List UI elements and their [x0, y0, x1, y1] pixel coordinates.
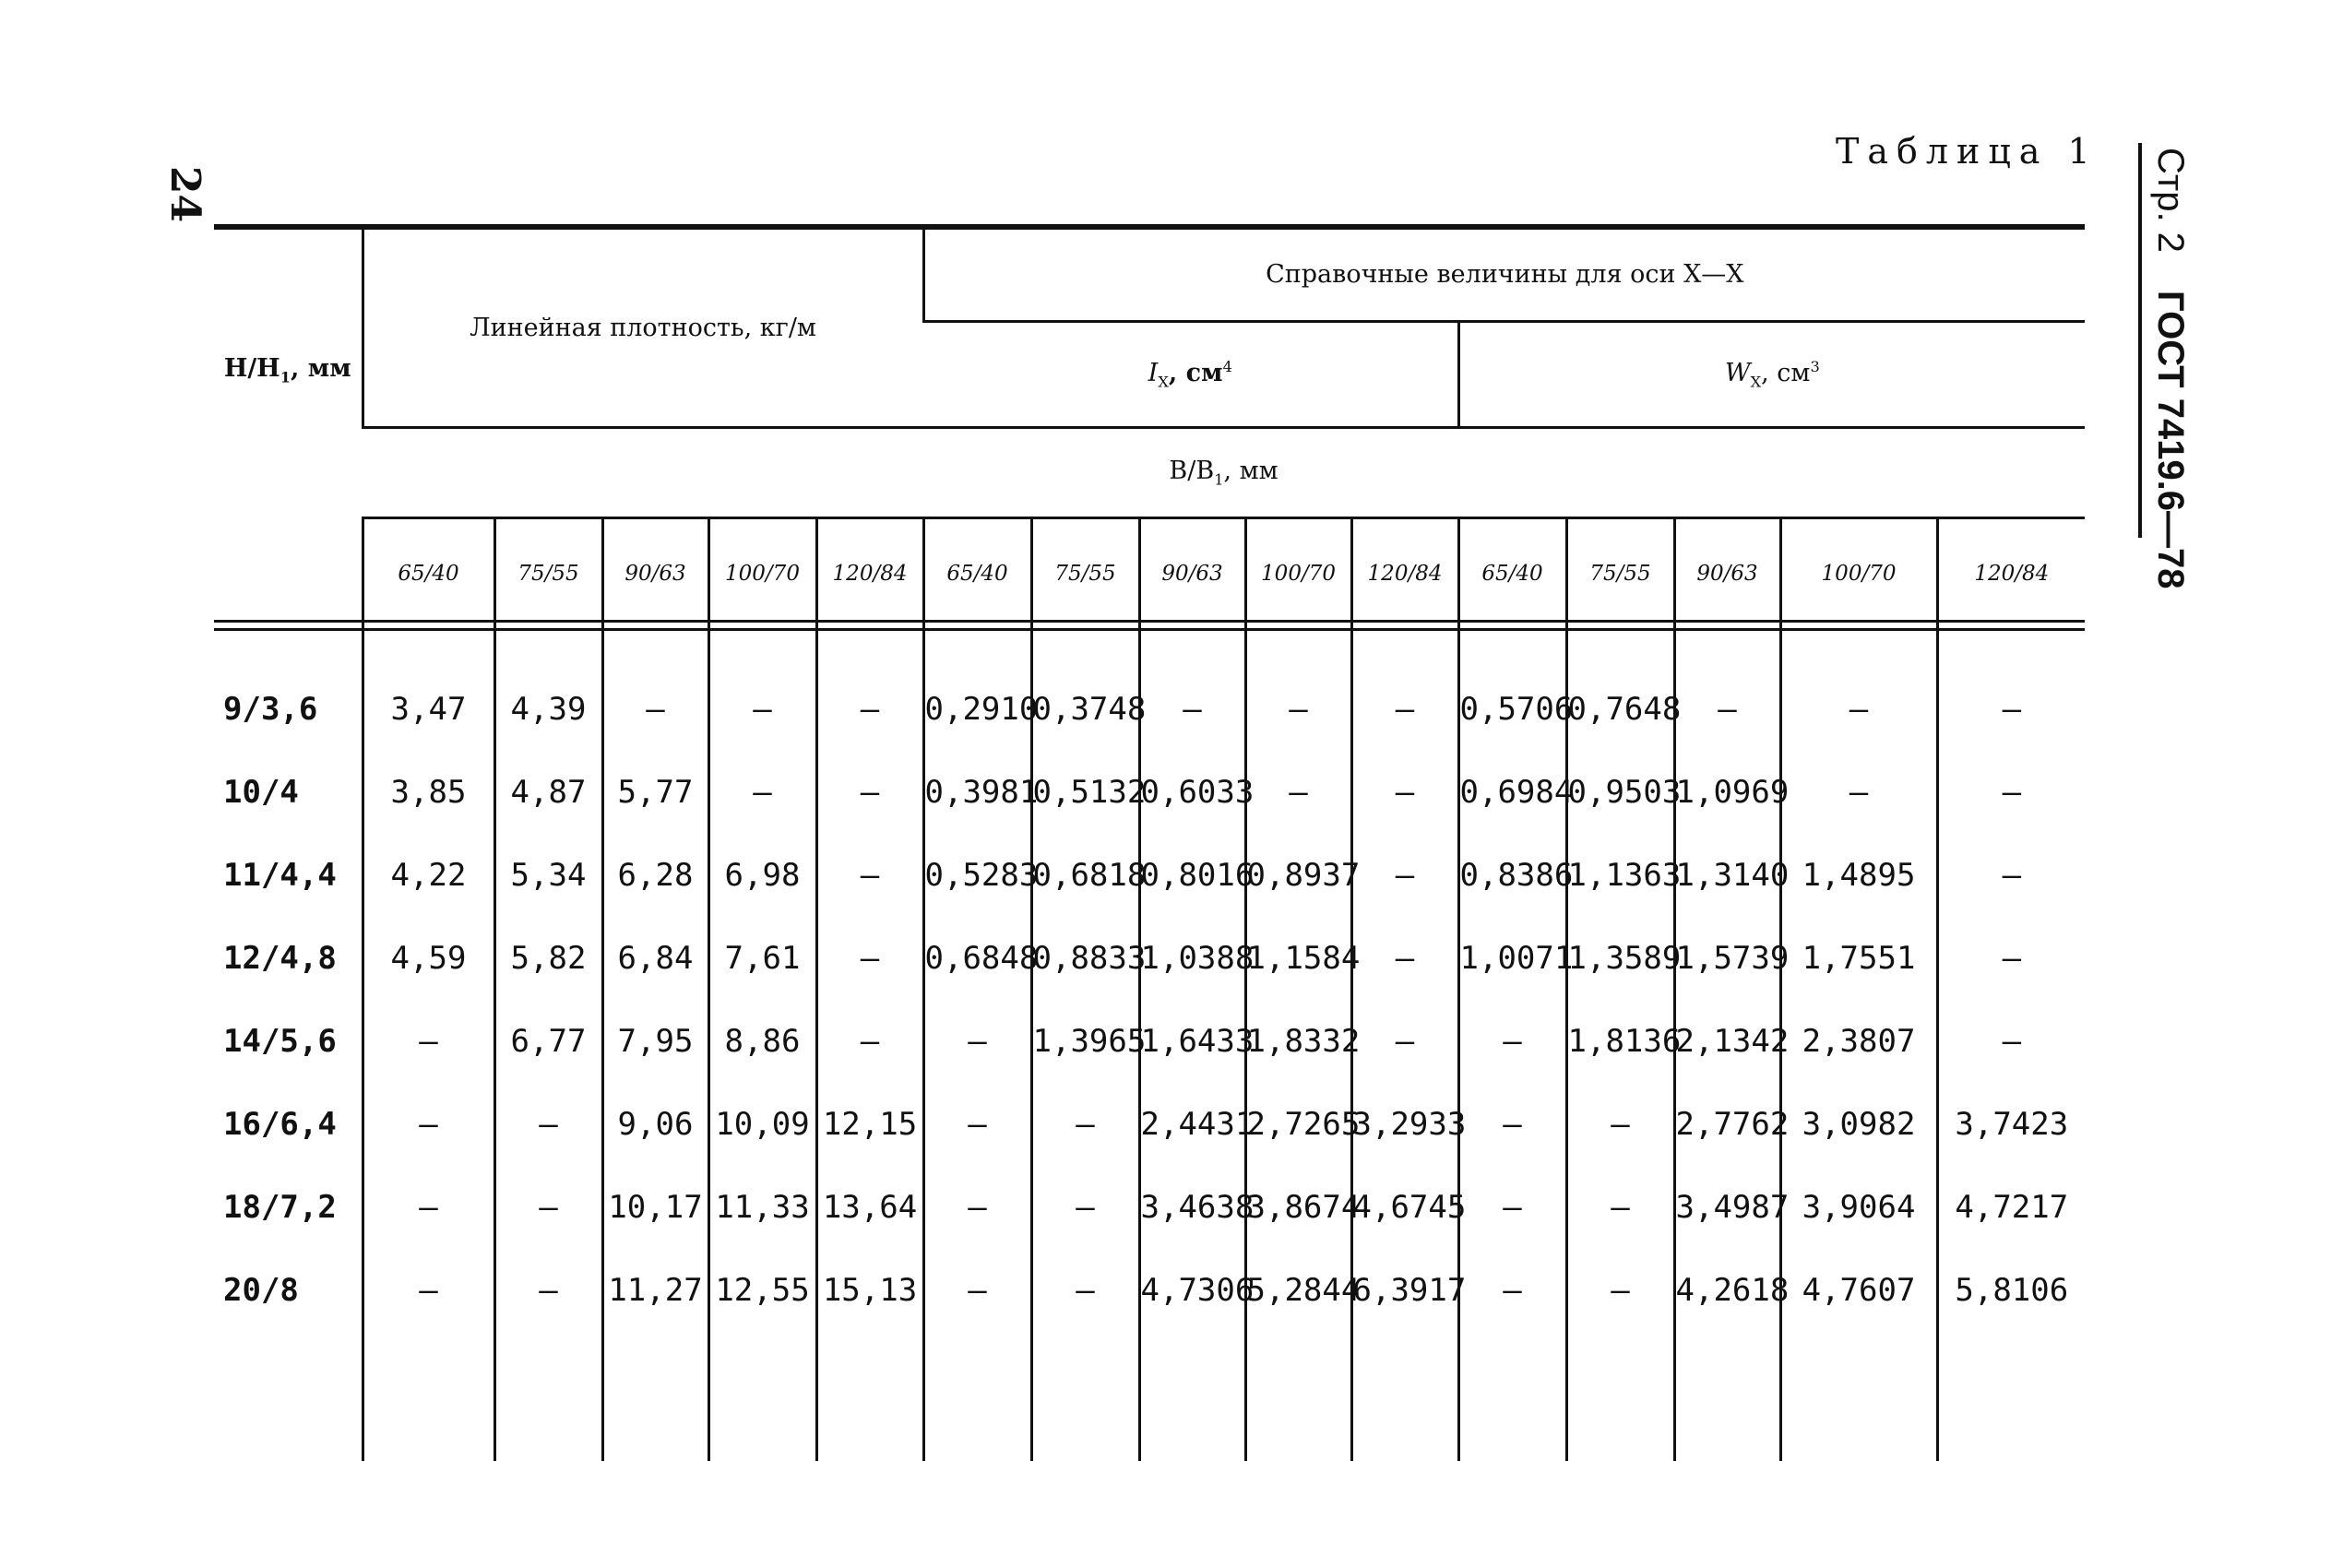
table-cell: 11,27: [602, 1249, 708, 1332]
size-header-blank: [214, 517, 363, 629]
table-cell: —: [1566, 1249, 1674, 1332]
table-cell: 0,6984: [1458, 751, 1566, 834]
table-cell: 3,47: [363, 629, 494, 751]
table-cell: 5,77: [602, 751, 708, 834]
table-cell: —: [1245, 629, 1351, 751]
table-cell: —: [1937, 1000, 2085, 1083]
table-cell: —: [923, 1083, 1031, 1166]
table-cell: 1,0969: [1674, 751, 1780, 834]
table-cell: 1,1363: [1566, 834, 1674, 917]
table-cell: 4,6745: [1351, 1166, 1458, 1249]
table-row: [214, 751, 2085, 834]
size-header: 65/40: [1458, 517, 1566, 629]
table-cell: 2,7265: [1245, 1083, 1351, 1166]
size-header: 120/84: [816, 517, 923, 629]
table-cell: 1,3140: [1674, 834, 1780, 917]
empty-cell: [816, 1332, 923, 1461]
table-cell: 6,84: [602, 917, 708, 1000]
table-cell: 0,6033: [1139, 751, 1245, 834]
table-cell: 0,3981: [923, 751, 1031, 834]
table-cell: 4,7217: [1937, 1166, 2085, 1249]
reference-header: Справочные величины для оси X—X: [923, 227, 2085, 321]
empty-cell: [363, 1332, 494, 1461]
table-cell: 2,4431: [1139, 1083, 1245, 1166]
table-cell: —: [363, 1166, 494, 1249]
page-number: 24: [161, 165, 209, 223]
table-row: [214, 917, 2085, 1000]
table-cell: —: [1351, 751, 1458, 834]
empty-cell: [708, 1332, 816, 1461]
side-standard: ГОСТ 7419.6—78: [2150, 291, 2191, 589]
table-cell: —: [1458, 1083, 1566, 1166]
table-cell: 3,85: [363, 751, 494, 834]
size-header: 90/63: [602, 517, 708, 629]
table-cell: 6,77: [494, 1000, 602, 1083]
table-cell: —: [1139, 629, 1245, 751]
empty-cell: [923, 1332, 1031, 1461]
table-cell: —: [708, 751, 816, 834]
size-header: 100/70: [708, 517, 816, 629]
size-header: 100/70: [1780, 517, 1937, 629]
table-cell: —: [816, 834, 923, 917]
table-cell: —: [1566, 1166, 1674, 1249]
table-cell: —: [1458, 1000, 1566, 1083]
table-cell: —: [1458, 1249, 1566, 1332]
table-cell: —: [816, 1000, 923, 1083]
table-cell: 4,87: [494, 751, 602, 834]
size-header: 120/84: [1937, 517, 2085, 629]
table-cell: 3,8674: [1245, 1166, 1351, 1249]
table-cell: 15,13: [816, 1249, 923, 1332]
table-cell: 0,8386: [1458, 834, 1566, 917]
table-cell: 0,8937: [1245, 834, 1351, 917]
table-cell: 1,0388: [1139, 917, 1245, 1000]
row-label: 14/5,6: [223, 1022, 337, 1060]
table-cell: 4,2618: [1674, 1249, 1780, 1332]
table-cell: 11,33: [708, 1166, 816, 1249]
table-cell: —: [494, 1083, 602, 1166]
table-cell: 6,98: [708, 834, 816, 917]
table-caption: Таблица 1: [1836, 131, 2099, 172]
table-cell: 12,55: [708, 1249, 816, 1332]
wx-header: $W_X$, $см^3$: [1458, 321, 2085, 427]
side-page: Стр. 2: [2150, 148, 2191, 253]
empty-cell: [1351, 1332, 1458, 1461]
table-cell: 2,7762: [1674, 1083, 1780, 1166]
table-cell: —: [1031, 1249, 1139, 1332]
table-cell: —: [816, 917, 923, 1000]
table-cell: —: [1937, 834, 2085, 917]
table-cell: —: [1351, 834, 1458, 917]
side-rule: [2138, 143, 2142, 538]
table-cell: 1,6433: [1139, 1000, 1245, 1083]
table-cell: 12,15: [816, 1083, 923, 1166]
table-cell: —: [1780, 751, 1937, 834]
table-cell: —: [602, 629, 708, 751]
table-cell: 7,95: [602, 1000, 708, 1083]
table-cell: 1,1584: [1245, 917, 1351, 1000]
table-cell: 0,8833: [1031, 917, 1139, 1000]
empty-cell: [494, 1332, 602, 1461]
table-cell: —: [494, 1249, 602, 1332]
table-cell: —: [1566, 1083, 1674, 1166]
table-cell: 0,5283: [923, 834, 1031, 917]
size-header: 75/55: [494, 517, 602, 629]
table-cell: 1,7551: [1780, 917, 1937, 1000]
table-cell: 0,6848: [923, 917, 1031, 1000]
table-cell: 5,34: [494, 834, 602, 917]
table-cell: 10,09: [708, 1083, 816, 1166]
row-label: 16/6,4: [223, 1105, 337, 1143]
table-cell: —: [1031, 1083, 1139, 1166]
table-cell: —: [363, 1249, 494, 1332]
density-header: Линейная плотность, кг/м: [363, 227, 923, 427]
size-header: 75/55: [1566, 517, 1674, 629]
table-row: [214, 629, 2085, 751]
table-cell: 10,17: [602, 1166, 708, 1249]
table-cell: 2,3807: [1780, 1000, 1937, 1083]
table-cell: —: [816, 751, 923, 834]
table-cell: 5,2844: [1245, 1249, 1351, 1332]
table-cell: —: [1245, 751, 1351, 834]
size-header: 65/40: [923, 517, 1031, 629]
table-cell: —: [708, 629, 816, 751]
row-label: 20/8: [223, 1271, 299, 1309]
empty-cell: [1674, 1332, 1780, 1461]
table-cell: 5,82: [494, 917, 602, 1000]
table-cell: 0,8016: [1139, 834, 1245, 917]
table-cell: —: [1351, 1000, 1458, 1083]
table-cell: 13,64: [816, 1166, 923, 1249]
ix-header: $I_X$, $см^4$: [923, 321, 1458, 427]
table-cell: 1,8136: [1566, 1000, 1674, 1083]
empty-cell: [1566, 1332, 1674, 1461]
empty-cell: [1139, 1332, 1245, 1461]
table-cell: —: [1937, 629, 2085, 751]
table-row: [214, 1166, 2085, 1249]
table-cell: 6,3917: [1351, 1249, 1458, 1332]
empty-cell: [1031, 1332, 1139, 1461]
table-cell: —: [1458, 1166, 1566, 1249]
data-table: [214, 224, 2085, 1461]
table-cell: —: [1351, 629, 1458, 751]
empty-cell: [1780, 1332, 1937, 1461]
empty-cell: [1245, 1332, 1351, 1461]
size-header: 75/55: [1031, 517, 1139, 629]
size-header: 100/70: [1245, 517, 1351, 629]
table-cell: —: [923, 1166, 1031, 1249]
table-cell: —: [1674, 629, 1780, 751]
table-cell: —: [1780, 629, 1937, 751]
row-label: 12/4,8: [223, 939, 337, 977]
table-row: [214, 1249, 2085, 1332]
row-label: 10/4: [223, 773, 299, 811]
row-label: 11/4,4: [223, 856, 337, 894]
table-cell: 0,5132: [1031, 751, 1139, 834]
table-cell: 0,9503: [1566, 751, 1674, 834]
table-row: [214, 834, 2085, 917]
table-cell: —: [923, 1249, 1031, 1332]
table-cell: 0,6818: [1031, 834, 1139, 917]
table-row: [214, 1000, 2085, 1083]
table-cell: 3,4638: [1139, 1166, 1245, 1249]
table-cell: 1,4895: [1780, 834, 1937, 917]
side-header: [2149, 148, 2191, 589]
table-cell: 3,9064: [1780, 1166, 1937, 1249]
row-label: 9/3,6: [223, 690, 318, 728]
table-cell: —: [1937, 751, 2085, 834]
table-cell: 1,3965: [1031, 1000, 1139, 1083]
size-header: 90/63: [1139, 517, 1245, 629]
size-header: 90/63: [1674, 517, 1780, 629]
table-cell: 1,8332: [1245, 1000, 1351, 1083]
table-cell: 3,2933: [1351, 1083, 1458, 1166]
empty-cell: [1458, 1332, 1566, 1461]
table-cell: —: [1351, 917, 1458, 1000]
table-cell: 4,39: [494, 629, 602, 751]
table-row: [214, 1083, 2085, 1166]
table-cell: 8,86: [708, 1000, 816, 1083]
table-cell: —: [363, 1083, 494, 1166]
table-cell: 4,59: [363, 917, 494, 1000]
table-cell: 3,7423: [1937, 1083, 2085, 1166]
size-header: 120/84: [1351, 517, 1458, 629]
table-cell: —: [816, 629, 923, 751]
empty-cell: [1937, 1332, 2085, 1461]
table-cell: 4,22: [363, 834, 494, 917]
table-cell: 4,7306: [1139, 1249, 1245, 1332]
bb-header: $B/B_1$, мм: [363, 427, 2085, 517]
table-cell: 0,3748: [1031, 629, 1139, 751]
table-cell: 1,3589: [1566, 917, 1674, 1000]
table-cell: —: [1031, 1166, 1139, 1249]
table-cell: 7,61: [708, 917, 816, 1000]
row-header: $H/H_1$, мм: [223, 354, 351, 386]
table-cell: 1,5739: [1674, 917, 1780, 1000]
row-label: 18/7,2: [223, 1188, 337, 1226]
table-cell: 6,28: [602, 834, 708, 917]
table-cell: 3,0982: [1780, 1083, 1937, 1166]
table-cell: —: [363, 1000, 494, 1083]
empty-cell: [602, 1332, 708, 1461]
table-cell: —: [923, 1000, 1031, 1083]
table-cell: 3,4987: [1674, 1166, 1780, 1249]
table-cell: 0,2910: [923, 629, 1031, 751]
table-cell: 9,06: [602, 1083, 708, 1166]
table-cell: 0,5706: [1458, 629, 1566, 751]
table-spacer-row: [214, 1332, 2085, 1461]
table-cell: —: [1937, 917, 2085, 1000]
empty-cell: [214, 1332, 363, 1461]
size-header: 65/40: [363, 517, 494, 629]
table-cell: 1,0071: [1458, 917, 1566, 1000]
table-cell: —: [494, 1166, 602, 1249]
table-cell: 0,7648: [1566, 629, 1674, 751]
table-cell: 2,1342: [1674, 1000, 1780, 1083]
table-cell: 4,7607: [1780, 1249, 1937, 1332]
table-cell: 5,8106: [1937, 1249, 2085, 1332]
